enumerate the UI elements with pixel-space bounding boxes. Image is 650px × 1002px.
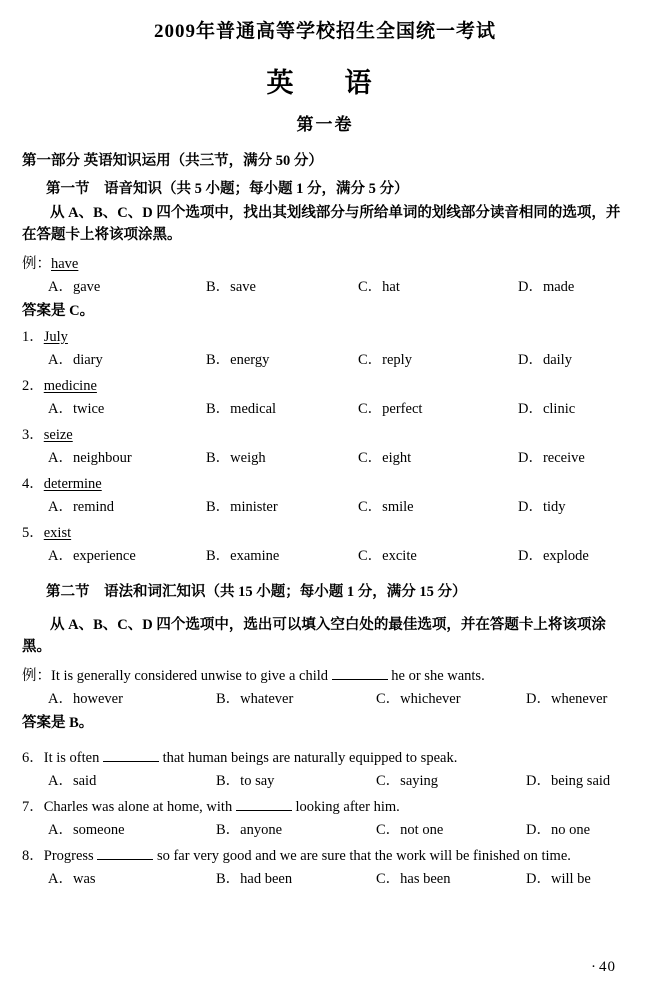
exam-body	[0, 149, 650, 888]
option-c[interactable]: C．has been	[376, 870, 451, 887]
option-b[interactable]: B．had been	[216, 870, 293, 887]
option-c[interactable]: C．reply	[358, 351, 412, 368]
question-3-stem	[22, 423, 628, 444]
question-1-stem	[22, 325, 628, 346]
option-a[interactable]: A．remind	[48, 498, 115, 515]
section2-example-answer: 答案是 B。	[22, 714, 94, 731]
question-6-blank	[103, 761, 159, 762]
option-a[interactable]: A．someone	[48, 821, 125, 838]
section2-example-options	[22, 687, 628, 708]
question-5-word: exist	[43, 524, 72, 541]
option-a[interactable]: A．experience	[48, 547, 136, 564]
example-stem-pre: It is generally considered unwise to give a child	[51, 667, 329, 684]
option-b[interactable]: B．minister	[206, 498, 278, 515]
page-number: 40	[599, 959, 616, 975]
option-d[interactable]: D．receive	[518, 449, 585, 466]
option-b[interactable]: B．energy	[206, 351, 270, 368]
option-b[interactable]: B．save	[206, 278, 256, 295]
question-4-word: determine	[43, 475, 102, 492]
question-7-number: 7．	[22, 798, 44, 815]
question-5-stem	[22, 521, 628, 542]
exam-title: 2009年普通高等学校招生全国统一考试	[153, 21, 496, 42]
option-b[interactable]: B．examine	[206, 547, 280, 564]
question-7-post: looking after him.	[295, 798, 400, 815]
option-a[interactable]: A．diary	[48, 351, 103, 368]
question-4-stem	[22, 472, 628, 493]
question-5-options	[22, 544, 628, 565]
option-b[interactable]: B．whatever	[216, 690, 294, 707]
question-8-number: 8．	[22, 847, 44, 864]
section2-heading: 第二节 语法和词汇知识（共 15 小题；每小题 1 分，满分 15 分）	[46, 583, 467, 600]
question-3-number: 3．	[22, 426, 44, 443]
question-6-number: 6．	[22, 749, 44, 766]
option-d[interactable]: D．whenever	[526, 690, 608, 707]
question-2-stem	[22, 374, 628, 395]
option-b[interactable]: B．anyone	[216, 821, 283, 838]
question-8-blank	[97, 859, 153, 860]
question-3-word: seize	[43, 426, 73, 443]
part1-heading: 第一部分 英语知识运用（共三节，满分 50 分）	[22, 153, 323, 169]
question-6-post: that human beings are naturally equipped to speak.	[162, 749, 458, 766]
subject-title: 英 语	[266, 68, 384, 98]
question-7-pre: Charles was alone at home, with	[43, 798, 233, 815]
option-c[interactable]: C．saying	[376, 772, 439, 789]
section1-example-stem	[22, 252, 628, 273]
section1-instruction: 从 A、B、C、D 四个选项中，找出其划线部分与所给单词的划线部分读音相同的选项，并在答题卡上将该项涂黑。	[22, 205, 621, 244]
question-7-options	[22, 818, 628, 839]
example-label: 例：	[22, 667, 51, 684]
option-b[interactable]: B．weigh	[206, 449, 266, 466]
option-d[interactable]: D．explode	[518, 547, 589, 564]
exam-page	[0, 16, 650, 1002]
question-2-word: medicine	[43, 377, 97, 394]
option-d[interactable]: D．tidy	[518, 498, 566, 515]
question-8-stem	[22, 844, 628, 865]
question-5-number: 5．	[22, 524, 44, 541]
option-a[interactable]: A．was	[48, 870, 96, 887]
example-blank	[332, 679, 388, 680]
option-d[interactable]: D．will be	[526, 870, 591, 887]
question-7-blank	[236, 810, 292, 811]
question-4-options	[22, 495, 628, 516]
option-c[interactable]: C．eight	[358, 449, 412, 466]
example-word: have	[51, 255, 79, 272]
section2-example-stem	[22, 664, 628, 685]
question-1-word: July	[43, 328, 68, 345]
question-6-options	[22, 769, 628, 790]
question-2-options	[22, 397, 628, 418]
option-a[interactable]: A．said	[48, 772, 97, 789]
footer-dot: ·	[591, 959, 599, 975]
page-footer	[591, 959, 616, 976]
section1-example-answer: 答案是 C。	[22, 302, 95, 319]
example-label: 例：	[22, 255, 51, 272]
option-c[interactable]: C．perfect	[358, 400, 423, 417]
option-a[interactable]: A．however	[48, 690, 123, 707]
question-4-number: 4．	[22, 475, 44, 492]
option-d[interactable]: D．no one	[526, 821, 591, 838]
question-6-pre: It is often	[43, 749, 100, 766]
option-c[interactable]: C．hat	[358, 278, 400, 295]
question-1-number: 1．	[22, 328, 44, 345]
question-8-options	[22, 867, 628, 888]
option-a[interactable]: A．neighbour	[48, 449, 132, 466]
section1-heading: 第一节 语音知识（共 5 小题；每小题 1 分，满分 5 分）	[46, 181, 409, 197]
question-1-options	[22, 348, 628, 369]
option-d[interactable]: D．clinic	[518, 400, 576, 417]
paper-title: 第一卷	[296, 115, 354, 134]
option-b[interactable]: B．medical	[206, 400, 277, 417]
option-a[interactable]: A．twice	[48, 400, 105, 417]
question-6-stem	[22, 746, 628, 767]
option-a[interactable]: A．gave	[48, 278, 101, 295]
question-8-post: so far very good and we are sure that the work will be finished on time.	[156, 847, 571, 864]
option-c[interactable]: C．whichever	[376, 690, 461, 707]
question-7-stem	[22, 795, 628, 816]
option-b[interactable]: B．to say	[216, 772, 275, 789]
section2-instruction: 从 A、B、C、D 四个选项中，选出可以填入空白处的最佳选项，并在答题卡上将该项涂黑。	[22, 616, 606, 656]
question-3-options	[22, 446, 628, 467]
option-d[interactable]: D．daily	[518, 351, 572, 368]
example-stem-post: he or she wants.	[391, 667, 485, 684]
option-c[interactable]: C．not one	[376, 821, 444, 838]
option-c[interactable]: C．excite	[358, 547, 417, 564]
option-d[interactable]: D．made	[518, 278, 575, 295]
option-c[interactable]: C．smile	[358, 498, 414, 515]
section1-example-options	[22, 275, 628, 296]
question-8-pre: Progress	[43, 847, 94, 864]
option-d[interactable]: D．being said	[526, 772, 611, 789]
question-2-number: 2．	[22, 377, 44, 394]
